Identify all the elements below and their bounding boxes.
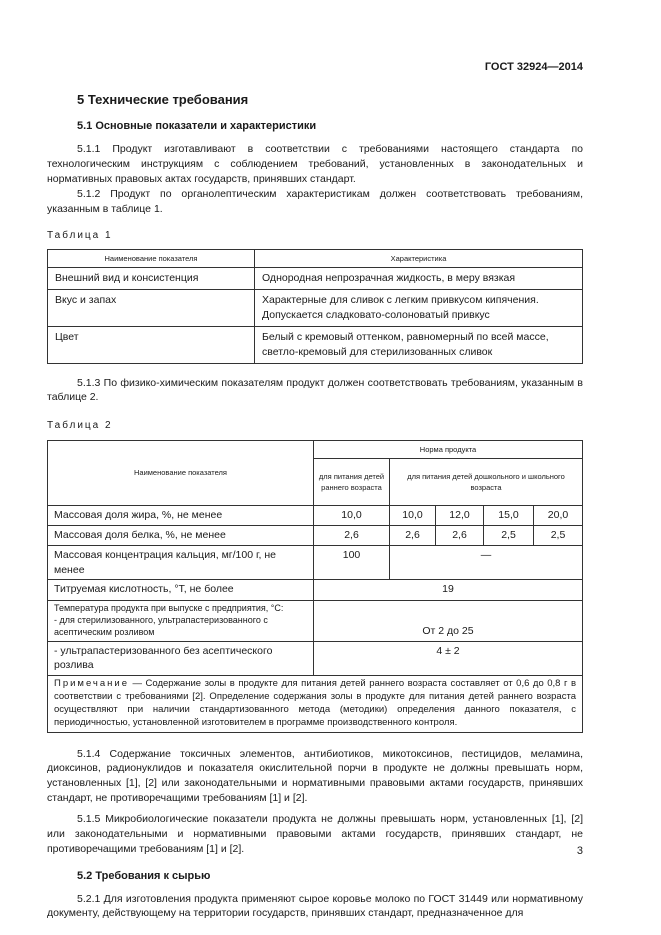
note-text: — Содержание золы в продукте для питания детей раннего возраста составляет от 0,6 до 0,8 г в соответствии с требованиями [2]. Определение содержания золы в продукте для питания детей раннего возраста осуществляют при наличии стандартизованного метода (методики) определения данного показателя, с периодичностью, установленной изготовителем в программе производственного контроля. (54, 678, 576, 728)
table-cell: 2,5 (484, 525, 534, 545)
table-2-header-school: для питания детей дошкольного и школьного возраста (390, 458, 583, 505)
table-row (48, 641, 583, 676)
table-row (48, 268, 583, 290)
table-1-caption: Таблица 1 (47, 229, 113, 241)
table-cell: Титруемая кислотность, °Т, не более (48, 580, 314, 601)
table-cell: Белый с кремовый оттенком, равномерный по всей массе, светло-кремовый для стерилизованных сливок (255, 326, 583, 363)
table-cell: 12,0 (436, 505, 484, 525)
table-row (48, 601, 583, 641)
table-cell: Цвет (48, 326, 255, 363)
table-row (48, 580, 583, 601)
note-label: Примечание (54, 678, 129, 690)
table-2-header-name: Наименование показателя (48, 440, 314, 505)
paragraph-5-1-2: 5.1.2 Продукт по органолептическим характеристикам должен соответствовать требованиям, указанным в таблице 1. (47, 187, 583, 215)
table-row (48, 326, 583, 363)
table-1-header-name: Наименование показателя (48, 249, 255, 267)
table-cell: От 2 до 25 (314, 601, 583, 641)
subsection-title-5-2: 5.2 Требования к сырью (77, 869, 211, 882)
table-cell: — (390, 545, 583, 580)
paragraph-5-1-5: 5.1.5 Микробиологические показатели продукта не должны превышать норм, установленных [1], [2] или законодательными и нормативными правовыми актами государств, принявших стандарт, не противоречащими требованиям [1] и [2]. (47, 813, 583, 855)
table-cell: - ультрапастеризованного без асептического розлива (48, 641, 314, 676)
table-cell: 10,0 (390, 505, 436, 525)
table-cell: 10,0 (314, 505, 390, 525)
subsection-title-5-1: 5.1 Основные показатели и характеристики (77, 120, 317, 133)
table-cell: Вкус и запах (48, 289, 255, 326)
table-cell: 2,6 (390, 525, 436, 545)
table-cell: 19 (314, 580, 583, 601)
page-number: 3 (576, 845, 583, 857)
table-1 (47, 249, 583, 364)
table-cell: 15,0 (484, 505, 534, 525)
table-cell: Температура продукта при выпуске с предприятия, °С: - для стерилизованного, ультрапастеризованного с асептическим розливом (48, 601, 314, 641)
table-2 (47, 440, 583, 733)
table-cell: Внешний вид и консистенция (48, 268, 255, 290)
table-cell: 100 (314, 545, 390, 580)
table-row (48, 289, 583, 326)
table-cell: Массовая доля жира, %, не менее (48, 505, 314, 525)
table-cell: Массовая доля белка, %, не менее (48, 525, 314, 545)
paragraph-5-1-4: 5.1.4 Содержание токсичных элементов, антибиотиков, микотоксинов, пестицидов, меламина, диоксинов, радионуклидов и показателя окислительной порчи в продукте не должны превышать норм, установленных [1], [2] или законодательными и нормативными правовыми актами государств, принявших стандарт, не противоречащими требованиям [1] и [2]. (47, 747, 583, 805)
table-cell: Массовая концентрация кальция, мг/100 г, не менее (48, 545, 314, 580)
table-1-header-characteristic: Характеристика (255, 249, 583, 267)
table-row (48, 525, 583, 545)
table-row (48, 505, 583, 525)
table-2-header-norm: Норма продукта (314, 440, 583, 458)
table-2-header-early: для питания детей раннего возраста (314, 458, 390, 505)
table-note-row (48, 676, 583, 732)
table-2-caption: Таблица 2 (47, 420, 113, 432)
page-content (47, 91, 583, 921)
table-cell: 2,5 (534, 525, 583, 545)
paragraph-5-2-1: 5.2.1 Для изготовления продукта применяют сырое коровье молоко по ГОСТ 31449 или нормативному документу, действующему на территории государств, принявших стандарт, предназначенное для (47, 892, 583, 920)
table-cell: Характерные для сливок с легким привкусом кипячения. Допускается сладковато-солоноватый привкус (255, 289, 583, 326)
table-cell: 2,6 (436, 525, 484, 545)
table-cell: 20,0 (534, 505, 583, 525)
paragraph-5-1-3: 5.1.3 По физико-химическим показателям продукт должен соответствовать требованиям, указанным в таблице 2. (47, 376, 583, 404)
table-cell: 2,6 (314, 525, 390, 545)
table-cell: Однородная непрозрачная жидкость, в меру вязкая (255, 268, 583, 290)
section-title: 5 Технические требования (77, 92, 249, 107)
document-header: ГОСТ 32924—2014 (484, 61, 583, 73)
table-row (48, 545, 583, 580)
table-2-note (48, 676, 583, 732)
paragraph-5-1-1: 5.1.1 Продукт изготавливают в соответствии с требованиями настоящего стандарта по технологическим инструкциям с соблюдением требований, установленных в законодательных и нормативных правовых актах государств, принявших стандарт. (47, 143, 583, 185)
table-cell: 4 ± 2 (314, 641, 583, 676)
